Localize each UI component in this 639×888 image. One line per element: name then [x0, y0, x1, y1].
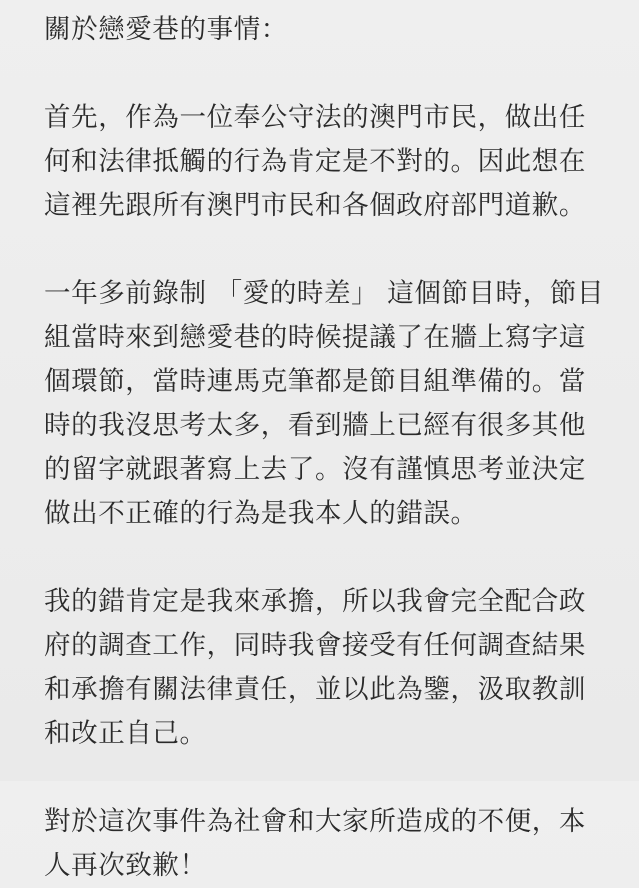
paragraph-line: 和承擔有關法律責任，並以此為鑒，汲取教訓: [44, 674, 586, 705]
paragraph-line: 的留字就跟著寫上去了。沒有謹慎思考並決定: [44, 454, 586, 485]
paragraph-line: 組當時來到戀愛巷的時候提議了在牆上寫字這: [44, 322, 586, 353]
paragraph-gap: [44, 228, 605, 272]
paragraph-line: 一年多前錄制 「愛的時差」 這個節目時，節目: [44, 278, 605, 309]
paragraph-line: 這裡先跟所有澳門市民和各個政府部門道歉。: [44, 190, 586, 221]
paragraph-line: 府的調查工作，同時我會接受有任何調查結果: [44, 630, 586, 661]
paragraph-line: 人再次致歉！: [44, 850, 207, 881]
paragraph-responsibility: [44, 580, 605, 756]
paragraph-line: 做出不正確的行為是我本人的錯誤。: [44, 498, 478, 529]
note-title: 關於戀愛巷的事情：: [44, 14, 288, 45]
paragraph-line: 我的錯肯定是我來承擔，所以我會完全配合政: [44, 586, 586, 617]
paragraph-line: 和改正自己。: [44, 718, 207, 749]
paragraph-gap: [44, 756, 605, 800]
paragraph-line: 對於這次事件為社會和大家所造成的不便，本: [44, 806, 586, 837]
paragraph-gap: [44, 536, 605, 580]
paragraph-line: 何和法律抵觸的行為肯定是不對的。因此想在: [44, 146, 586, 177]
paragraph-line: 個環節，當時連馬克筆都是節目組準備的。當: [44, 366, 586, 397]
paragraph-closing: [44, 800, 605, 888]
paragraph-gap: [44, 52, 605, 96]
paragraph-line: 首先，作為一位奉公守法的澳門市民，做出任: [44, 102, 586, 133]
paragraph-line: 時的我沒思考太多，看到牆上已經有很多其他: [44, 410, 586, 441]
paragraph-apology-intro: [44, 96, 605, 228]
paragraph-background: [44, 272, 605, 536]
